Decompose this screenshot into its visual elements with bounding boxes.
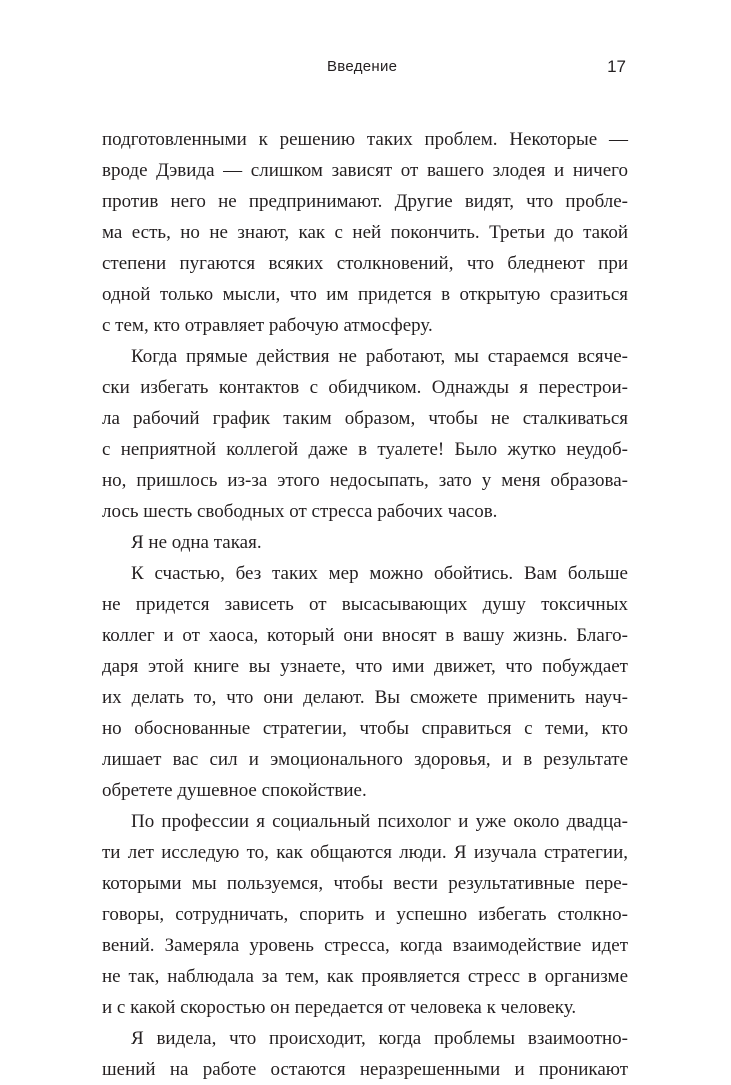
text-line: Я видела, что происходит, когда проблемы взаимоотно- bbox=[131, 1028, 628, 1049]
text-line: обретете душевное спокойствие. bbox=[102, 780, 367, 801]
text-line: против него не предпринимают. Другие видят, что пробле- bbox=[102, 191, 628, 212]
text-line: Я не одна такая. bbox=[131, 532, 262, 553]
text-line: ма есть, но не знают, как с ней покончить. Третьи до такой bbox=[102, 222, 628, 243]
text-line: ти лет исследую то, как общаются люди. Я изучала стратегии, bbox=[102, 842, 628, 863]
text-line: степени пугаются всяких столкновений, что бледнеют при bbox=[102, 253, 628, 274]
text-line: не придется зависеть от высасывающих душу токсичных bbox=[102, 594, 628, 615]
text-line: ла рабочий график таким образом, чтобы не сталкиваться bbox=[102, 408, 628, 429]
text-line: вений. Замеряла уровень стресса, когда взаимодействие идет bbox=[102, 935, 628, 956]
text-line: шений на работе остаются неразрешенными и проникают bbox=[102, 1059, 628, 1080]
text-line: Когда прямые действия не работают, мы стараемся всяче- bbox=[131, 346, 628, 367]
chapter-title: Введение bbox=[327, 58, 398, 75]
text-line: говоры, сотрудничать, спорить и успешно избегать столкно- bbox=[102, 904, 628, 925]
text-line: и с какой скоростью он передается от человека к человеку. bbox=[102, 997, 577, 1018]
text-line: одной только мысли, что им придется в открытую сразиться bbox=[102, 284, 628, 305]
text-line: подготовленными к решению таких проблем. Некоторые — bbox=[102, 129, 628, 150]
text-line: которыми мы пользуемся, чтобы вести результативные пере- bbox=[102, 873, 628, 894]
text-line: лось шесть свободных от стресса рабочих часов. bbox=[102, 501, 498, 522]
text-line: но, пришлось из-за этого недосыпать, зато у меня образова- bbox=[102, 470, 628, 491]
text-line: К счастью, без таких мер можно обойтись. Вам больше bbox=[131, 563, 628, 584]
body-text bbox=[102, 124, 628, 1085]
text-line: не так, наблюдала за тем, как проявляется стресс в организме bbox=[102, 966, 628, 987]
text-line: лишает вас сил и эмоционального здоровья, и в результате bbox=[102, 749, 628, 770]
page-number: 17 bbox=[607, 57, 626, 76]
text-line: По профессии я социальный психолог и уже около двадца- bbox=[131, 811, 628, 832]
text-line: вроде Дэвида — слишком зависят от вашего злодея и ничего bbox=[102, 160, 628, 181]
text-line: их делать то, что они делают. Вы сможете применить науч- bbox=[102, 687, 628, 708]
text-line: но обоснованные стратегии, чтобы справиться с теми, кто bbox=[102, 718, 628, 739]
text-line: ски избегать контактов с обидчиком. Однажды я перестрои- bbox=[102, 377, 628, 398]
text-line: коллег и от хаоса, который они вносят в вашу жизнь. Благо- bbox=[102, 625, 628, 646]
text-line: с неприятной коллегой даже в туалете! Было жутко неудоб- bbox=[102, 439, 628, 460]
running-head bbox=[102, 58, 628, 82]
text-line: с тем, кто отравляет рабочую атмосферу. bbox=[102, 315, 433, 336]
text-line: даря этой книге вы узнаете, что ими движет, что побуждает bbox=[102, 656, 628, 677]
